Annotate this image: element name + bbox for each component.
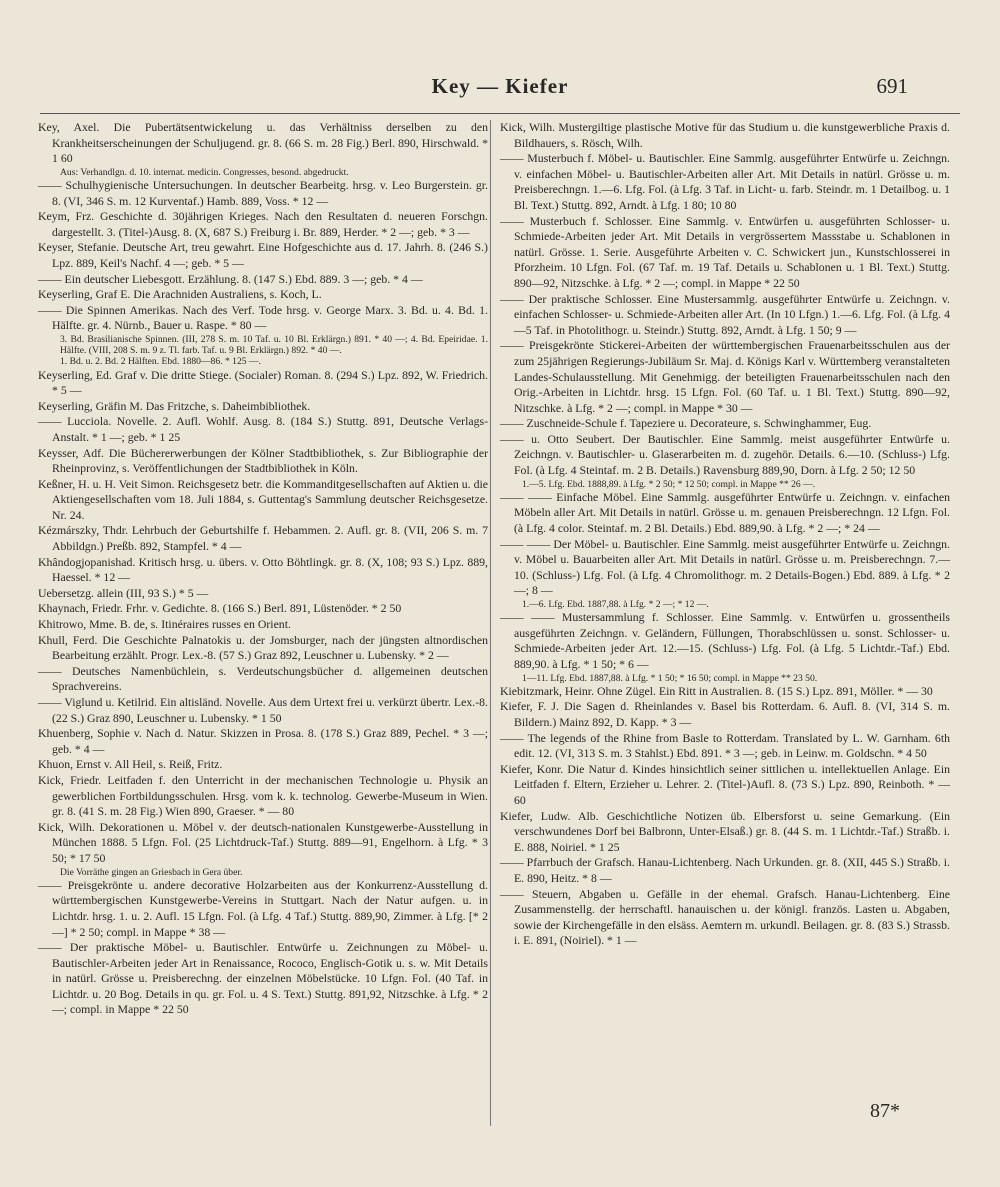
bibliography-entry: —— —— Mustersammlung f. Schlosser. Eine Sammlg. v. Entwürfen u. grossentheils ausgeführten Zeichngn. v. Geländern, Füllungen, Thorabschlüssen u. sonst. Schlosser- u. Schmiede-Arbeiten jeder Art. 12.—15. (Schluss-) Lfg. Fol. (à Lfg. 5 Lichtdr.-Taf.) Ebd. 889,90. à Lfg. * 1 50; * 6 —	[500, 610, 950, 671]
bibliography-entry: —— Preisgekrönte Stickerei-Arbeiten der württembergischen Frauenarbeitsschulen aus der zum 25jährigen Regierungs-Jubiläum Sr. Maj. d. Königs Karl v. Württemberg veranstalteten Landes-Schulausstellung. Mit Genehmigg. der beteiligten Frauenarbeitsschulen nach den Orig.-Arbeiten in Lichtdr. hrsg. 15 Lfgn. Fol. (60 Taf. u. 1 Bl. Text.) Stuttg. 890—92, Nitzschke. à Lfg. * 2 —; compl. in Mappe * 30 —	[500, 338, 950, 415]
bibliography-entry: Key, Axel. Die Pubertätsentwickelung u. das Verhältniss derselben zu den Krankheitserscheinungen der Schuljugend. gr. 8. (66 S. m. 28 Fig.) Berl. 890, Hirschwald. * 1 60	[38, 120, 488, 166]
bibliography-entry: —— The legends of the Rhine from Basle to Rotterdam. Translated by L. W. Garnham. 6th edit. 12. (VI, 313 S. m. 3 Stahlst.) Ebd. 891. * 3 —; geb. in Leinw. m. Goldschn. * 4 50	[500, 730, 950, 761]
entry-note: Aus: Verhandlgn. d. 10. internat. medicin. Congresses, besond. abgedruckt.	[60, 166, 349, 178]
bibliography-entry: —— Steuern, Abgaben u. Gefälle in der ehemal. Grafsch. Hanau-Lichtenberg. Eine Zusammenstellg. der herrschaftl. hanauischen u. der königl. französ. Lasten u. Abgaben, sowie der Kirchengefälle in den elsäss. Aemtern m. urkundl. Beilagen. gr. 8. (83 S.) Strassb. i. E. 891, (Noiriel). * 1 —	[500, 886, 950, 948]
bibliography-entry: —— —— Einfache Möbel. Eine Sammlg. ausgeführter Entwürfe u. Zeichngn. v. einfachen Möbeln aller Art. Mit Details in natürl. Grösse u. m. genauen Preisberechngn. 12 Lfgn. Fol. (à Lfg. 4 color. Steintaf. m. 2 Bl. Details.) Ebd. 889,90. à Lfg. * 2 —; * 24 —	[500, 489, 950, 536]
bibliography-entry: Keßner, H. u. H. Veit Simon. Reichsgesetz betr. die Kommanditgesellschaften auf Aktien u. die Aktiengesellschaften vom 18. Juli 1884, s. Guttentag's Sammlung deutscher Reichsgesetze. Nr. 24.	[38, 476, 488, 522]
bibliography-entry: Kézmárszky, Thdr. Lehrbuch der Geburtshilfe f. Hebammen. 2. Aufl. gr. 8. (VII, 206 S. m. 7 Abbildgn.) Preßb. 892, Stampfel. * 4 —	[38, 523, 488, 554]
entry-note: 1.—5. Lfg. Ebd. 1888,89. à Lfg. * 2 50; * 12 50; compl. in Mappe ** 26 —.	[522, 478, 816, 490]
entry-note: 1. Bd. u. 2. Bd. 2 Hälften. Ebd. 1880—86. * 125 —.	[60, 356, 261, 368]
bibliography-entry: Keyserling, Ed. Graf v. Die dritte Stiege. (Socialer) Roman. 8. (294 S.) Lpz. 892, W. Friedrich. * 5 —	[38, 367, 488, 398]
running-head: Key — Kiefer	[431, 74, 569, 98]
bibliography-entry: Khull, Ferd. Die Geschichte Palnatokis u. der Jomsburger, nach der jüngsten altnordischen Bearbeitung erzählt. Progr. Lex.-8. (57 S.) Graz 892, Leuschner u. Lubensky. * 2 —	[38, 632, 488, 663]
bibliography-entry: —— Viglund u. Ketilrid. Ein altisländ. Novelle. Aus dem Urtext frei u. verkürzt übertr. Lex.-8. (22 S.) Graz 890, Leuschner u. Lubensky. * 1 50	[38, 695, 488, 725]
bibliography-entry: Uebersetzg. allein (III, 93 S.) * 5 —	[38, 585, 209, 600]
bibliography-entry: Khaynach, Friedr. Frhr. v. Gedichte. 8. (166 S.) Berl. 891, Lüstenöder. * 2 50	[38, 601, 402, 616]
page-number: 691	[876, 74, 908, 98]
bibliography-entry: —— Schulhygienische Untersuchungen. In deutscher Bearbeitg. hrsg. v. Leo Burgerstein. gr. 8. (VI, 346 S. m. 12 Kurventaf.) Hamb. 889, Voss. * 12 —	[38, 177, 488, 208]
bibliography-entry: Keyser, Stefanie. Deutsche Art, treu gewahrt. Eine Hofgeschichte aus d. 17. Jahrh. 8. (246 S.) Lpz. 889, Keil's Nachf. 4 —; geb. * 5 —	[38, 240, 488, 270]
entry-note: 1—11. Lfg. Ebd. 1887,88. à Lfg. * 1 50; * 16 50; compl. in Mappe ** 23 50.	[522, 672, 818, 684]
column-divider	[490, 120, 491, 1126]
entry-note: Die Vorräthe gingen an Griesbach in Gera über.	[60, 866, 243, 878]
bibliography-entry: —— Musterbuch f. Schlosser. Eine Sammlg. v. Entwürfen u. ausgeführten Schlosser- u. Schmiede-Arbeiten jeder Art. Mit Details in vergrössertem Massstabe u. Schablonen in natürl. Grösse. 1. Serie. Ausgeführte Arbeiten v. C. Schwickert jun., Kunstschlosserei in Pforzheim. 10 Lfgn. Fol. (67 Taf. m. 19 Taf. Details u. Schablonen u. 1 Bl. Text.) Stuttg. 890—92, Nitzschke. à Lfg. * 2 —; compl. in Mappe * 22 50	[500, 213, 950, 290]
bibliography-entry: —— Der praktische Möbel- u. Bautischler. Entwürfe u. Zeichnungen zu Möbel- u. Bautischler-Arbeiten jeder Art in Renaissance, Rococo, Englisch-Gotik u. s. w. Mit Details in natürl. Grösse u. Preisberechng. der einzelnen Möbelstücke. 10 Lfgn. Fol. (40 Taf. in Lichtdr. u. 20 Bog. Details in qu. gr. Fol. u. 4 S. Text.) Stuttg. 891,92, Nitzschke. à Lfg. * 2 —; compl. in Mappe * 22 50	[38, 940, 488, 1017]
bibliography-entry: —— Pfarrbuch der Grafsch. Hanau-Lichtenberg. Nach Urkunden. gr. 8. (XII, 445 S.) Straßb. i. E. 890, Heitz. * 8 —	[500, 855, 950, 885]
bibliography-entry: —— Zuschneide-Schule f. Tapeziere u. Decorateure, s. Schwinghammer, Eug.	[500, 416, 872, 431]
bibliography-entry: Kiefer, Ludw. Alb. Geschichtliche Notizen üb. Elbersforst u. seine Gemarkung. (Ein verschwundenes Dorf bei Balbronn, Unter-Elsaß.) gr. 8. (44 S. m. 1 Lichtdr.-Taf.) Straßb. i. E. 888, Noiriel. * 1 25	[500, 808, 950, 854]
bibliography-entry: —— Ein deutscher Liebesgott. Erzählung. 8. (147 S.) Ebd. 889. 3 —; geb. * 4 —	[38, 271, 423, 286]
bibliography-entry: Keysser, Adf. Die Büchererwerbungen der Kölner Stadtbibliothek, s. Zur Bibliographie der Rheinprovinz, s. Veröffentlichungen der Stadtbibliothek in Köln.	[38, 445, 488, 476]
bibliography-entry: —— Der praktische Schlosser. Eine Mustersammlg. ausgeführter Entwürfe u. Zeichngn. v. einfachen Schlosser- u. Schmiede-Arbeiten aller Art. (In 10 Lfgn.) 1.—6. Lfg. Fol. (à Lfg. 4—5 Taf. in Photolithogr. u. Steindr.) Stuttg. 892, Arndt. à Lfg. 1 50; 9 —	[500, 291, 950, 337]
bibliography-entry: Kick, Wilh. Dekorationen u. Möbel v. der deutsch-nationalen Kunstgewerbe-Ausstellung in München 1888. 5 Lfgn. Fol. (25 Lichtdruck-Taf.) Stuttg. 889—91, Engelhorn. à Lfg. * 3 50; * 17 50	[38, 819, 488, 865]
bibliography-entry: Kiebitzmark, Heinr. Ohne Zügel. Ein Ritt in Australien. 8. (15 S.) Lpz. 891, Möller. * — 30	[500, 683, 933, 698]
bibliography-entry: Keyserling, Gräfin M. Das Fritzche, s. Daheimbibliothek.	[38, 398, 311, 413]
bibliography-entry: Keym, Frz. Geschichte d. 30jährigen Krieges. Nach den Resultaten d. neueren Forschgn. dargestellt. 3. (Titel-)Ausg. 8. (X, 687 S.) Freiburg i. Br. 889, Herder. * 2 —; geb. * 3 —	[38, 209, 488, 239]
header-rule	[40, 113, 960, 114]
bibliography-entry: Kiefer, F. J. Die Sagen d. Rheinlandes v. Basel bis Rotterdam. 6. Aufl. 8. (VI, 314 S. m. Bildern.) Mainz 892, D. Kapp. * 3 —	[500, 699, 950, 729]
bibliography-entry: Kick, Friedr. Leitfaden f. den Unterricht in der mechanischen Technologie u. Physik an gewerblichen Fortbildungsschulen. Hrsg. vom k. k. technolog. Gewerbe-Museum in Wien. gr. 8. (41 S. m. 28 Fig.) Wien 890, Graeser. * — 80	[38, 772, 488, 819]
bibliography-entry: —— Lucciola. Novelle. 2. Aufl. Wohlf. Ausg. 8. (184 S.) Stuttg. 891, Deutsche Verlags-Anstalt. * 1 —; geb. * 1 25	[38, 414, 488, 444]
bibliography-entry: —— Die Spinnen Amerikas. Nach des Verf. Tode hrsg. v. George Marx. 3. Bd. u. 4. Bd. 1. Hälfte. gr. 4. Nürnb., Bauer u. Raspe. * 80 —	[38, 302, 488, 333]
entry-note: 1.—6. Lfg. Ebd. 1887,88. à Lfg. * 2 —; * 12 —.	[522, 599, 709, 611]
bibliography-entry: —— Deutsches Namenbüchlein, s. Verdeutschungsbücher d. allgemeinen deutschen Sprachvereins.	[38, 663, 488, 694]
bibliography-entry: Khitrowo, Mme. B. de, s. Itinéraires russes en Orient.	[38, 617, 291, 632]
right-column	[500, 120, 950, 949]
signature-mark: 87*	[870, 1100, 900, 1122]
entry-note: 3. Bd. Brasilianische Spinnen. (III, 278 S. m. 10 Taf. u. 10 Bl. Erklärgn.) 891. * 40 —; 4. Bd. Epeiridae. 1. Hälfte. (VIII, 208 S. m. 9 z. Tl. farb. Taf. u. 9 Bl. Erklärgn.) 892. * 40 —.	[60, 333, 488, 357]
bibliography-entry: —— —— Der Möbel- u. Bautischler. Eine Sammlg. meist ausgeführter Entwürfe u. Zeichngn. v. Möbel u. Bauarbeiten aller Art. Mit Details in natürl. Grösse u. m. Preisberechngn. 7.—10. (Schluss-) Lfg. Fol. (à Lfg. 4 Chromolithogr. m. 2 Details-Bogen.) Ebd. 889. à Lfg. * 2 —; 8 —	[500, 536, 950, 598]
bibliography-entry: Khuon, Ernst v. All Heil, s. Reiß, Fritz.	[38, 757, 223, 772]
bibliography-entry: Khândogjopanishad. Kritisch hrsg. u. übers. v. Otto Böhtlingk. gr. 8. (X, 108; 93 S.) Lpz. 889, Haessel. * 12 —	[38, 554, 488, 585]
left-column	[38, 120, 488, 1018]
bibliography-entry: —— u. Otto Seubert. Der Bautischler. Eine Sammlg. meist ausgeführter Entwürfe u. Zeichngn. v. Bautischler- u. Glaserarbeiten m. d. zugehör. Details. 6.—10. (Schluss-) Lfg. Fol. (à Lfg. 4 Steintaf. m. 2 B. Details.) Ravensburg 889,90, Dorn. à Lfg. 2 50; 12 50	[500, 431, 950, 478]
bibliography-entry: —— Musterbuch f. Möbel- u. Bautischler. Eine Sammlg. ausgeführter Entwürfe u. Zeichngn. v. einfachen Möbel- u. Bautischler-Arbeiten aller Art. Mit Details in natürl. Grösse u. m. Preisberechngn. 1.—6. Lfg. Fol. (à Lfg. 3 Taf. in Licht- u. farb. Steindr. m. 1 Detailbog. u. 1 Bl. Text.) Stuttg. 892, Arndt. à Lfg. 1 80; 10 80	[500, 151, 950, 212]
bibliography-entry: Kiefer, Konr. Die Natur d. Kindes hinsichtlich seiner sittlichen u. intellektuellen Anlage. Ein Leitfaden f. Eltern, Erzieher u. Lehrer. 2. (Titel-)Aufl. 8. (73 S.) Lpz. 890, Reinboth. * — 60	[500, 761, 950, 807]
page-header	[0, 74, 1000, 104]
bibliography-entry: Khuenberg, Sophie v. Nach d. Natur. Skizzen in Prosa. 8. (178 S.) Graz 889, Pechel. * 3 —; geb. * 4 —	[38, 726, 488, 756]
bibliography-entry: —— Preisgekrönte u. andere decorative Holzarbeiten aus der Konkurrenz-Ausstellung d. württembergischen Kunstgewerbe-Vereins in Stuttgart. Nach der Natur aufgen. u. in Lichtdr. hrsg. 1. u. 2. Aufl. 15 Lfgn. Fol. (à Lfg. 4 Taf.) Stuttg. 889,90, Zimmer. à Lfg. [* 2 —] * 2 50; compl. in Mappe * 38 —	[38, 877, 488, 939]
bibliography-entry: Keyserling, Graf E. Die Arachniden Australiens, s. Koch, L.	[38, 287, 322, 302]
bibliography-entry: Kick, Wilh. Mustergiltige plastische Motive für das Studium u. die kunstgewerbliche Praxis d. Bildhauers, s. Rösch, Wilh.	[500, 120, 950, 150]
